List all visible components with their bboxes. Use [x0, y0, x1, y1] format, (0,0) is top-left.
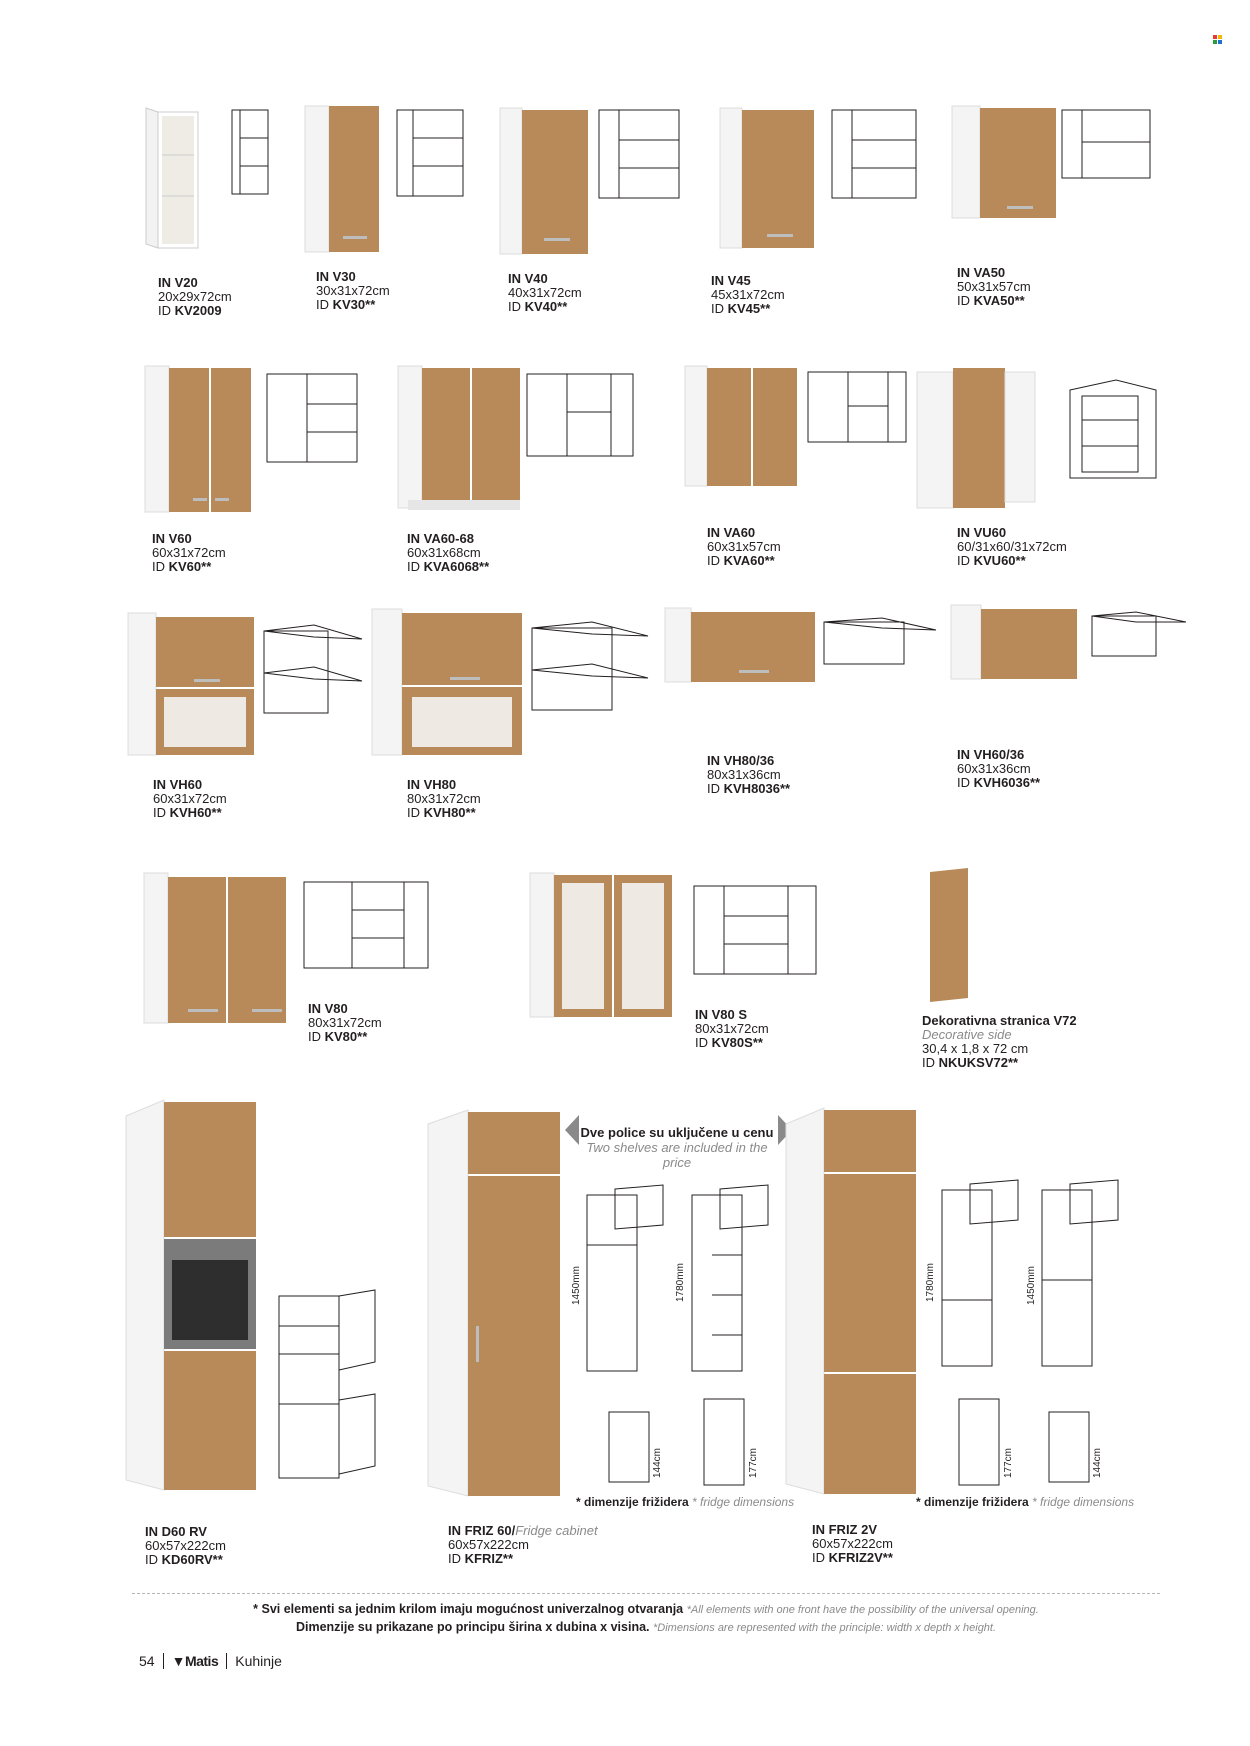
product-name: Dekorativna stranica V72	[922, 1013, 1077, 1028]
diagram-friz2v-b	[1030, 1180, 1130, 1390]
divider	[163, 1653, 164, 1669]
product-name: IN V60	[152, 531, 192, 546]
product-label-decorative-side	[922, 1014, 1077, 1070]
product-name: IN VH60/36	[957, 747, 1025, 762]
measure-177-a: 177cm	[748, 1447, 759, 1478]
product-name: IN FRIZ 2V	[812, 1522, 878, 1537]
product-dims: 60x31x36cm	[957, 761, 1031, 776]
product-dims: 20x29x72cm	[158, 289, 232, 304]
diagram-va50	[1060, 108, 1155, 183]
shelves-note-sr: Dve police su uključene u cenu	[580, 1125, 774, 1140]
product-label-vh80	[407, 778, 481, 820]
diagram-friz2v-a	[930, 1180, 1030, 1390]
product-image-vh60-36	[951, 605, 1086, 685]
product-label-va60-68	[407, 532, 489, 574]
product-dims: 80x31x72cm	[695, 1021, 769, 1036]
product-dims: 60x31x72cm	[152, 545, 226, 560]
footer-divider	[132, 1593, 1160, 1594]
product-image-vu60	[917, 368, 1062, 513]
product-dims: 60x31x72cm	[153, 791, 227, 806]
fridge-note-a: * dimenzije frižidera * fridge dimensions	[576, 1495, 795, 1509]
product-name: IN VA50	[957, 265, 1006, 280]
product-name: IN VH60	[153, 777, 203, 792]
product-label-v45	[711, 274, 785, 316]
page-number: 54	[139, 1653, 155, 1669]
product-id: ID NKUKSV72**	[922, 1055, 1019, 1070]
fridge-small-a	[605, 1408, 655, 1488]
fridge-tall-a	[700, 1395, 750, 1490]
diagram-v60	[265, 370, 375, 470]
product-id: ID KV40**	[508, 299, 568, 314]
product-id: ID KVH8036**	[707, 781, 791, 796]
diagram-vh80	[530, 622, 655, 717]
diagram-d60rv	[275, 1290, 390, 1490]
product-dims: 50x31x57cm	[957, 279, 1031, 294]
diagram-vu60	[1066, 380, 1161, 490]
product-id: ID KV80**	[308, 1029, 368, 1044]
product-id: ID KVA6068**	[407, 559, 490, 574]
measure-144-b: 144cm	[1092, 1447, 1103, 1478]
product-dims: 80x31x72cm	[407, 791, 481, 806]
footer-note-2: Dimenzije su prikazane po principu širina x dubina x visina. *Dimensions are represented with the principle: width x depth x height.	[295, 1620, 997, 1634]
shelves-note-en: Two shelves are included in the price	[586, 1140, 768, 1170]
diagram-v80	[302, 878, 432, 973]
product-id: ID KV60**	[152, 559, 212, 574]
product-label-friz2v	[812, 1523, 893, 1565]
product-image-vh60	[128, 613, 263, 763]
section-title: Kuhinje	[235, 1653, 282, 1669]
measure-177-b: 177cm	[1003, 1447, 1014, 1478]
product-image-vh80	[372, 609, 532, 759]
product-image-v60	[145, 366, 260, 516]
product-dims: 60x57x222cm	[812, 1536, 893, 1551]
product-name: IN VH80/36	[707, 753, 775, 768]
measure-144-a: 144cm	[652, 1447, 663, 1478]
product-name: IN FRIZ 60/Fridge cabinet	[448, 1523, 598, 1538]
product-dims: 60x57x222cm	[448, 1537, 529, 1552]
product-dims: 80x31x72cm	[308, 1015, 382, 1030]
product-name-en: Decorative side	[922, 1027, 1012, 1042]
product-id: ID KV80S**	[695, 1035, 763, 1050]
diagram-v20	[230, 108, 280, 198]
product-label-va50	[957, 266, 1031, 308]
diagram-va60	[806, 368, 911, 448]
diagram-vh60	[262, 625, 372, 720]
product-name: IN VA60	[707, 525, 756, 540]
product-label-v60	[152, 532, 226, 574]
product-id: ID KVA50**	[957, 293, 1025, 308]
diagram-v80s	[692, 880, 822, 980]
product-name: IN V45	[711, 273, 751, 288]
product-id: ID KV30**	[316, 297, 376, 312]
divider	[226, 1653, 227, 1669]
product-name: IN VA60-68	[407, 531, 474, 546]
product-label-v40	[508, 272, 582, 314]
product-dims: 80x31x36cm	[707, 767, 781, 782]
product-id: ID KVH60**	[153, 805, 222, 820]
product-name: IN V40	[508, 271, 548, 286]
diagram-vh60-36	[1090, 612, 1190, 662]
page-footer	[139, 1653, 282, 1669]
product-image-v80	[144, 873, 294, 1028]
product-dims: 30,4 x 1,8 x 72 cm	[922, 1041, 1029, 1056]
product-name: IN V80 S	[695, 1007, 748, 1022]
product-label-vh60-36	[957, 748, 1040, 790]
footer-note-1: * Svi elementi sa jednim krilom imaju mogućnost univerzalnog otvaranja *All elements with one front have the possibility of the universal opening.	[253, 1602, 1039, 1616]
product-image-v30	[305, 106, 385, 256]
product-image-d60rv	[126, 1100, 266, 1495]
product-label-v80s	[695, 1008, 769, 1050]
diagram-va60-68	[525, 370, 640, 465]
measure-1450-b: 1450mm	[1026, 1266, 1037, 1305]
product-image-friz60	[428, 1110, 568, 1500]
measure-1780-a: 1780mm	[675, 1263, 686, 1302]
product-dims: 45x31x72cm	[711, 287, 785, 302]
product-label-vu60	[957, 526, 1067, 568]
diagram-vh80-36	[822, 618, 942, 668]
diagram-v45	[830, 108, 920, 203]
product-name: IN V30	[316, 269, 356, 284]
product-label-v20	[158, 276, 232, 318]
product-label-v30	[316, 270, 390, 312]
product-image-va60	[685, 366, 805, 491]
product-dims: 30x31x72cm	[316, 283, 390, 298]
product-dims: 60x57x222cm	[145, 1538, 226, 1553]
diagram-v40	[597, 108, 687, 203]
product-image-vh80-36	[665, 608, 825, 688]
product-image-v40	[500, 108, 595, 258]
brand-logo: ▼Matis	[171, 1653, 219, 1669]
product-id: ID KVA60**	[707, 553, 775, 568]
product-id: ID KV45**	[711, 301, 771, 316]
product-id: ID KVU60**	[957, 553, 1026, 568]
diagram-v30	[395, 108, 470, 203]
product-name: IN D60 RV	[145, 1524, 207, 1539]
product-label-friz60	[448, 1524, 598, 1566]
product-image-v80s	[530, 873, 680, 1023]
fridge-small-b	[1045, 1408, 1095, 1488]
product-name: IN V80	[308, 1001, 348, 1016]
product-label-d60rv	[145, 1525, 226, 1567]
measure-1780-b: 1780mm	[925, 1263, 936, 1302]
product-name: IN VH80	[407, 777, 457, 792]
product-label-v80	[308, 1002, 382, 1044]
color-dots-icon	[1213, 35, 1222, 44]
product-dims: 40x31x72cm	[508, 285, 582, 300]
product-dims: 60x31x57cm	[707, 539, 781, 554]
product-id: ID KVH6036**	[957, 775, 1041, 790]
product-image-v45	[720, 108, 820, 258]
product-id: ID KFRIZ**	[448, 1551, 514, 1566]
product-image-va60-68	[398, 366, 528, 516]
fridge-tall-b	[955, 1395, 1005, 1490]
measure-1450-a: 1450mm	[571, 1266, 582, 1305]
product-label-vh60	[153, 778, 227, 820]
logo-icon: ▼	[171, 1653, 185, 1669]
product-id: ID KV2009	[158, 303, 222, 318]
product-dims: 60x31x68cm	[407, 545, 481, 560]
product-image-decorative-side	[928, 868, 973, 1008]
product-dims: 60/31x60/31x72cm	[957, 539, 1067, 554]
product-id: ID KD60RV**	[145, 1552, 223, 1567]
product-image-friz2v	[786, 1108, 926, 1498]
diagram-friz60-b	[680, 1185, 780, 1395]
product-label-vh80-36	[707, 754, 790, 796]
product-id: ID KVH80**	[407, 805, 476, 820]
product-image-va50	[952, 106, 1062, 221]
fridge-note-b: * dimenzije frižidera * fridge dimensions	[916, 1495, 1135, 1509]
product-id: ID KFRIZ2V**	[812, 1550, 893, 1565]
product-label-va60	[707, 526, 781, 568]
shelves-note	[572, 1125, 782, 1170]
product-name: IN V20	[158, 275, 198, 290]
product-name: IN VU60	[957, 525, 1007, 540]
diagram-friz60-a	[575, 1185, 675, 1395]
